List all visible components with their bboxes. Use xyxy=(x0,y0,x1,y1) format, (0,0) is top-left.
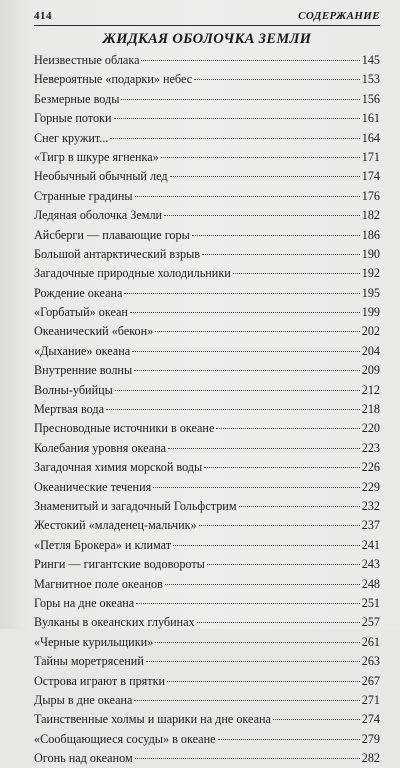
toc-entry xyxy=(34,613,380,632)
toc-entry xyxy=(34,575,380,594)
dot-leader xyxy=(141,60,359,61)
toc-entry-page: 161 xyxy=(361,111,380,126)
toc-entry-title: Океанический «бекон» xyxy=(34,324,154,339)
toc-entry-page: 190 xyxy=(361,246,380,261)
toc-entry-page: 248 xyxy=(361,576,380,591)
dot-leader xyxy=(155,642,359,643)
toc-entry xyxy=(34,303,380,322)
toc-entry-title: Горные потоки xyxy=(34,111,112,126)
dot-leader xyxy=(199,525,360,526)
dot-leader xyxy=(216,428,359,429)
dot-leader xyxy=(202,254,360,255)
toc-entry xyxy=(34,730,380,749)
toc-entry-page: 204 xyxy=(361,343,380,358)
toc-entry-page: 186 xyxy=(361,227,380,242)
toc-entry xyxy=(34,381,380,400)
toc-entry-page: 274 xyxy=(361,712,380,727)
toc-entry-title: Волны-убийцы xyxy=(34,382,113,397)
toc-entry-page: 267 xyxy=(361,673,380,688)
dot-leader xyxy=(168,448,360,449)
dot-leader xyxy=(165,584,360,585)
toc-entry xyxy=(34,129,380,148)
toc-entry xyxy=(34,439,380,458)
toc-entry-title: Рождение океана xyxy=(34,285,123,300)
toc-entry xyxy=(34,594,380,613)
toc-entry xyxy=(34,206,380,225)
toc-entry-page: 195 xyxy=(361,285,380,300)
table-of-contents xyxy=(34,51,380,768)
toc-entry xyxy=(34,400,380,419)
toc-entry-page: 282 xyxy=(361,751,380,766)
dot-leader xyxy=(155,331,359,332)
toc-entry-page: 153 xyxy=(361,72,380,87)
toc-entry xyxy=(34,652,380,671)
toc-entry-page: 243 xyxy=(361,557,380,572)
toc-entry-title: «Горбатый» океан xyxy=(34,305,128,320)
toc-entry-title: «Черные курильщики» xyxy=(34,634,154,649)
toc-entry-page: 226 xyxy=(361,460,380,475)
toc-entry-page: 145 xyxy=(361,53,380,67)
dot-leader xyxy=(146,661,360,662)
toc-entry-page: 209 xyxy=(361,363,380,378)
toc-entry-page: 156 xyxy=(361,91,380,106)
toc-entry xyxy=(34,555,380,574)
toc-entry-title: Необычный обычный лед xyxy=(34,169,168,184)
dot-leader xyxy=(153,487,360,488)
toc-entry-page: 261 xyxy=(361,634,380,649)
dot-leader xyxy=(233,273,360,274)
dot-leader xyxy=(239,506,360,507)
toc-entry-page: 257 xyxy=(361,615,380,630)
toc-entry-title: Огонь над океаном xyxy=(34,751,133,766)
toc-entry-title: Колебания уровня океана xyxy=(34,440,167,455)
toc-entry-title: Мертвая вода xyxy=(34,402,105,417)
toc-entry-title: Пресноводные источники в океане xyxy=(34,421,215,436)
toc-entry xyxy=(34,458,380,477)
toc-entry-page: 176 xyxy=(361,188,380,203)
dot-leader xyxy=(197,622,360,623)
toc-entry-title: Загадочная химия морской воды xyxy=(34,460,203,475)
toc-entry-page: 263 xyxy=(361,654,380,669)
dot-leader xyxy=(194,79,360,80)
toc-entry-title: Таинственные холмы и шарики на дне океана xyxy=(34,712,271,727)
toc-entry xyxy=(34,710,380,729)
toc-entry-title: Снег кружит... xyxy=(34,130,109,145)
toc-entry xyxy=(34,633,380,652)
toc-entry xyxy=(34,187,380,206)
toc-entry-title: Внутренние волны xyxy=(34,363,133,378)
toc-entry-page: 192 xyxy=(361,266,380,281)
dot-leader xyxy=(170,176,360,177)
toc-entry-page: 202 xyxy=(361,324,380,339)
toc-entry-page: 164 xyxy=(361,130,380,145)
toc-entry-title: Вулканы в океанских глубинах xyxy=(34,615,195,630)
toc-entry-title: Большой антарктический взрыв xyxy=(34,246,201,261)
page-number: 414 xyxy=(34,10,52,22)
toc-entry-title: Горы на дне океана xyxy=(34,595,135,610)
toc-entry-page: 218 xyxy=(361,402,380,417)
toc-entry-page: 229 xyxy=(361,479,380,494)
toc-entry-page: 212 xyxy=(361,382,380,397)
dot-leader xyxy=(167,681,360,682)
toc-entry-title: «Дыхание» океана xyxy=(34,343,131,358)
toc-entry-title: Ринги — гигантские водовороты xyxy=(34,557,205,572)
dot-leader xyxy=(136,603,360,604)
toc-entry xyxy=(34,226,380,245)
toc-entry-title: «Петля Брокера» и климат xyxy=(34,537,172,552)
toc-entry-title: Безмерные воды xyxy=(34,91,120,106)
dot-leader xyxy=(134,700,359,701)
toc-entry-page: 241 xyxy=(361,537,380,552)
toc-entry-page: 182 xyxy=(361,208,380,223)
toc-entry xyxy=(34,284,380,303)
dot-leader xyxy=(161,157,360,158)
toc-entry-title: Океанические течения xyxy=(34,479,152,494)
toc-entry xyxy=(34,672,380,691)
dot-leader xyxy=(114,118,360,119)
toc-entry-page: 232 xyxy=(361,498,380,513)
toc-entry xyxy=(34,419,380,438)
dot-leader xyxy=(135,758,360,759)
toc-entry-page: 237 xyxy=(361,518,380,533)
dot-leader xyxy=(106,409,360,410)
dot-leader xyxy=(110,138,359,139)
dot-leader xyxy=(124,293,359,294)
dot-leader xyxy=(207,564,360,565)
toc-entry-page: 220 xyxy=(361,421,380,436)
toc-entry xyxy=(34,749,380,768)
dot-leader xyxy=(173,545,360,546)
toc-entry-title: Невероятные «подарки» небес xyxy=(34,72,193,87)
toc-entry-title: Странные градины xyxy=(34,188,133,203)
toc-entry-title: Жестокий «младенец-мальчик» xyxy=(34,518,197,533)
dot-leader xyxy=(134,370,360,371)
dot-leader xyxy=(204,467,360,468)
toc-entry-title: Айсберги — плавающие горы xyxy=(34,227,190,242)
toc-entry-title: Неизвестные облака xyxy=(34,53,140,67)
toc-entry-page: 199 xyxy=(361,305,380,320)
toc-entry xyxy=(34,361,380,380)
dot-leader xyxy=(130,312,360,313)
toc-entry-title: Тайны моретрясений xyxy=(34,654,144,669)
toc-entry-page: 279 xyxy=(361,731,380,746)
running-title: СОДЕРЖАНИЕ xyxy=(298,10,380,22)
toc-entry xyxy=(34,109,380,128)
toc-entry xyxy=(34,536,380,555)
dot-leader xyxy=(164,215,360,216)
toc-entry-title: Острова играют в прятки xyxy=(34,673,166,688)
dot-leader xyxy=(121,99,359,100)
toc-entry-page: 174 xyxy=(361,169,380,184)
toc-entry xyxy=(34,342,380,361)
toc-entry-page: 223 xyxy=(361,440,380,455)
dot-leader xyxy=(218,739,360,740)
toc-entry xyxy=(34,167,380,186)
toc-entry-page: 171 xyxy=(361,149,380,164)
dot-leader xyxy=(115,390,360,391)
toc-entry-title: Ледяная оболочка Земли xyxy=(34,208,163,223)
running-head xyxy=(34,9,380,26)
toc-entry xyxy=(34,51,380,70)
toc-entry xyxy=(34,245,380,264)
toc-entry xyxy=(34,148,380,167)
toc-entry xyxy=(34,90,380,109)
toc-entry xyxy=(34,70,380,89)
toc-entry-title: Дыры в дне океана xyxy=(34,692,133,707)
toc-entry-page: 271 xyxy=(361,692,380,707)
toc-entry-title: Магнитное поле океанов xyxy=(34,576,163,591)
toc-entry-title: Знаменитый и загадочный Гольфстрим xyxy=(34,498,237,513)
toc-entry-page: 251 xyxy=(361,595,380,610)
toc-entry xyxy=(34,264,380,283)
toc-entry xyxy=(34,516,380,535)
dot-leader xyxy=(135,196,360,197)
dot-leader xyxy=(273,719,360,720)
toc-entry xyxy=(34,497,380,516)
dot-leader xyxy=(132,351,360,352)
toc-entry xyxy=(34,478,380,497)
toc-entry-title: Загадочные природные холодильники xyxy=(34,266,231,281)
toc-entry xyxy=(34,322,380,341)
toc-entry-title: «Сообщающиеся сосуды» в океане xyxy=(34,731,216,746)
section-title: ЖИДКАЯ ОБОЛОЧКА ЗЕМЛИ xyxy=(102,31,312,47)
toc-entry xyxy=(34,691,380,710)
dot-leader xyxy=(192,235,360,236)
toc-entry-title: «Тигр в шкуре ягненка» xyxy=(34,149,159,164)
